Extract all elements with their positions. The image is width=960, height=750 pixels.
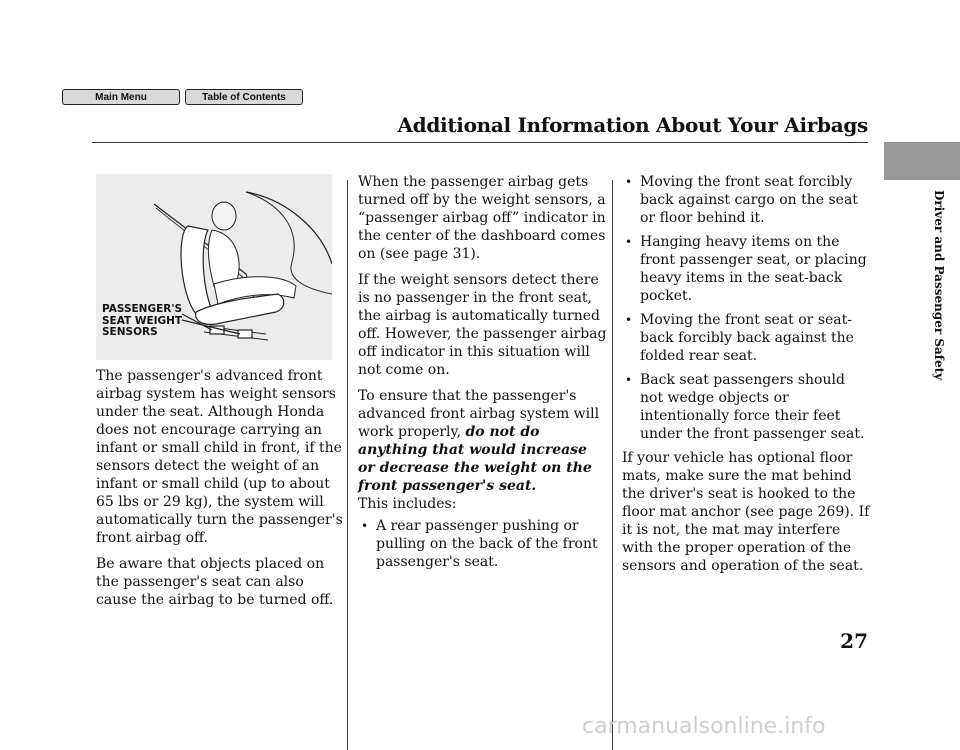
text-column-left [96,367,346,617]
paragraph-emphasis: do not do anything that would increase or decrease the weight on the front passenger's seat. [358,424,592,494]
paragraph: If your vehicle has optional floor mats, make sure the mat behind the driver's seat is hooked to the floor mat anchor (see page 269). If it is not, the mat may interfere with the proper operation of the sensors and operation of the seat. [622,450,870,574]
text-column-middle [358,173,608,577]
list-item: • A rear passenger pushing or pulling on the back of the front passenger's seat. [358,517,608,571]
seat-weight-sensor-illustration [96,174,332,360]
callout-line: SEAT WEIGHT [102,314,183,327]
list-item: • Moving the front seat forcibly back against cargo on the seat or floor behind it. [622,173,872,227]
watermark: carmanualsonline.info [582,714,826,739]
list-item: • Moving the front seat or seat-back forcibly back against the folded rear seat. [622,311,872,365]
callout-line: SENSORS [102,326,158,338]
chapter-tab[interactable] [884,142,960,180]
section-title: Additional Information About Your Airbags [397,113,868,137]
table-of-contents-button[interactable]: Table of Contents [185,89,303,105]
chapter-tab-label: Driver and Passenger Safety [932,190,946,381]
callout-line: PASSENGER'S [102,303,183,315]
paragraph: Be aware that objects placed on the passenger's seat can also cause the airbag to be turned off. [96,556,334,608]
paragraph: This includes: [358,496,457,512]
column-divider [612,180,613,750]
list-item: • Back seat passengers should not wedge objects or intentionally force their feet under the front passenger seat. [622,371,872,443]
paragraph: If the weight sensors detect there is no passenger in the front seat, the airbag is automatically turned off. However, the passenger airbag off indicator in this situation will not come on. [358,272,607,378]
page-number: 27 [840,629,868,653]
main-menu-button[interactable]: Main Menu [62,89,180,105]
paragraph-lead: To ensure that the passenger's advanced front airbag system will work properly, [358,388,600,440]
paragraph: The passenger's advanced front airbag system has weight sensors under the seat. Although Honda does not encourage carrying an infant or small child in front, if the sensors detect the weight of an infant or small child (up to about 65 lbs or 29 kg), the system will automatically turn the passenger's front airbag off. [96,368,343,546]
column-divider [347,180,348,750]
paragraph: When the passenger airbag gets turned off by the weight sensors, a “passenger airbag off” indicator in the center of the dashboard comes on (see page 31). [358,174,606,262]
title-divider [92,142,868,143]
list-item: • Hanging heavy items on the front passenger seat, or placing heavy items in the seat-back pocket. [622,233,872,305]
paragraph [358,387,608,495]
illustration-callout [102,304,182,339]
text-column-right [622,173,872,583]
